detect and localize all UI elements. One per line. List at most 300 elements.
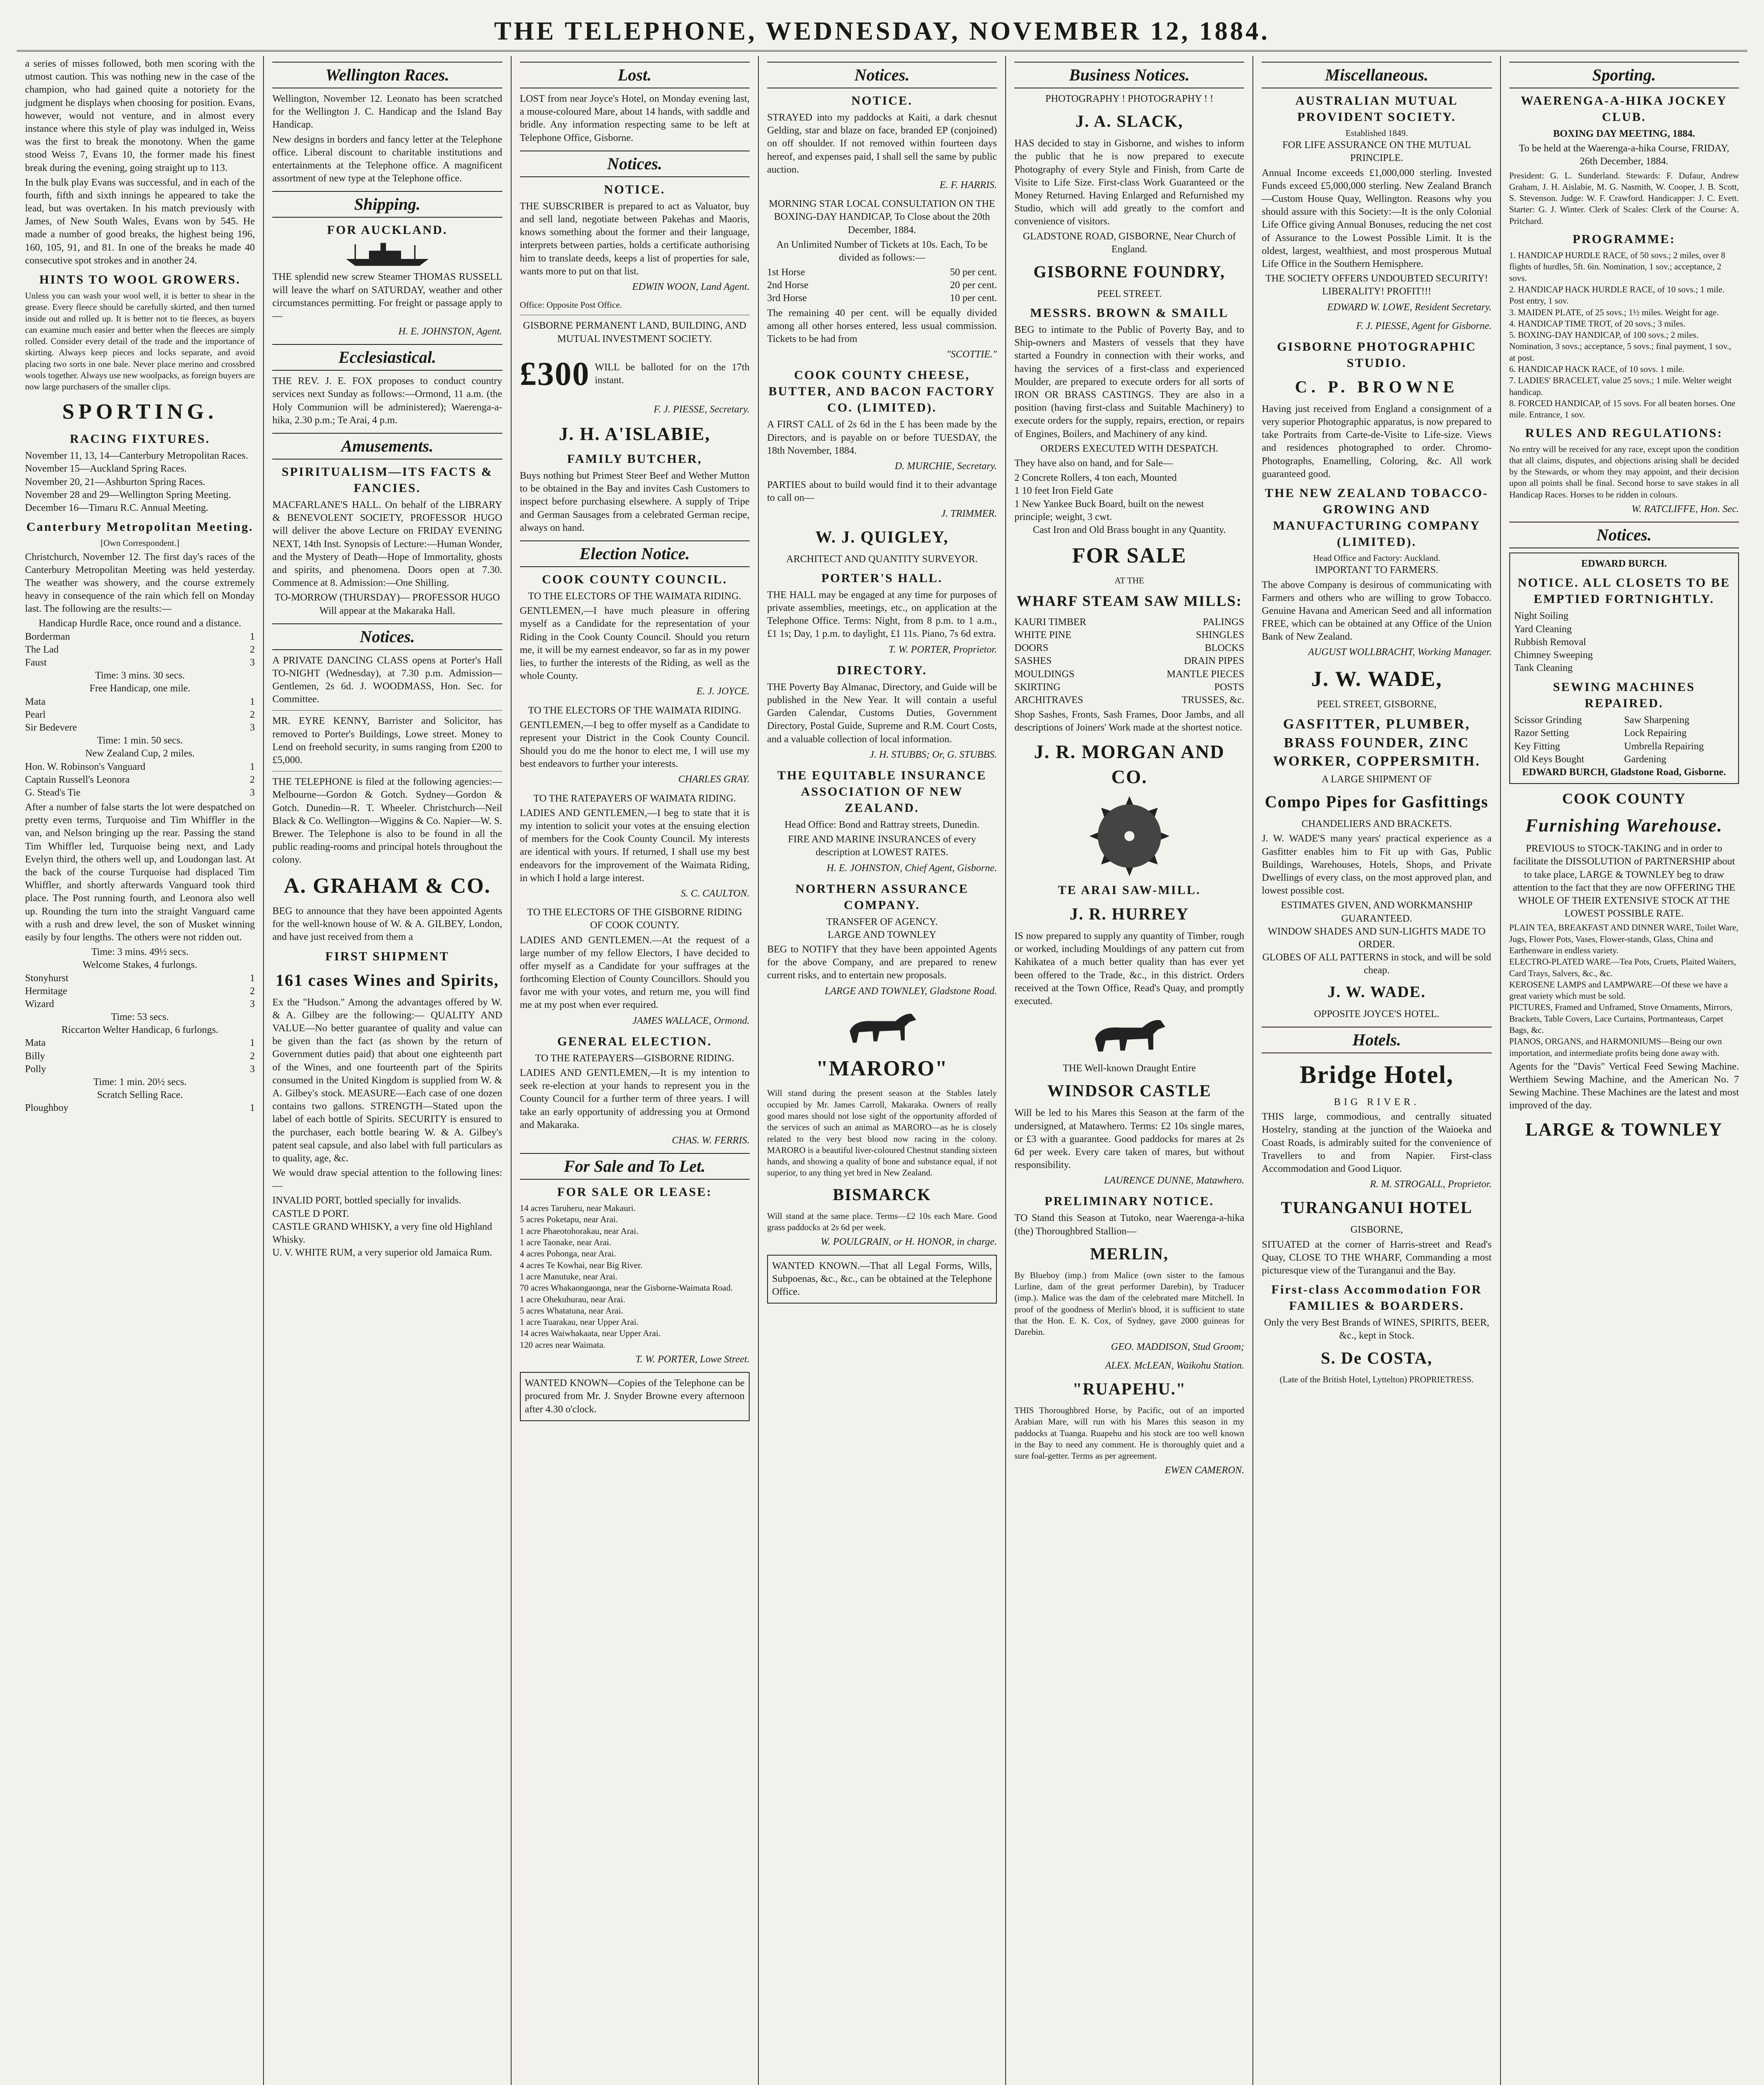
prize-row-label: 3rd Horse [767, 293, 807, 304]
graham-cases: 161 cases Wines and Spirits, [276, 970, 499, 990]
porter-hall-heading: PORTER'S HALL. [821, 571, 943, 585]
rules-signature: W. RATCLIFFE, Hon. Sec. [1631, 503, 1739, 515]
sale-list [520, 1203, 750, 1351]
sale-item: 4 acres Pohonga, near Arai. [519, 1248, 616, 1259]
wade-text: J. W. WADE'S many years' practical experience as a Gasfitter enables him to Fit up with Gas, Public Buildings, Warehouses, Hotels, Shops, and Private Dwellings of every class, on the most approved plan, and lowest possible cost. [1262, 833, 1492, 897]
fixtures-list [25, 450, 255, 515]
prize-row-value: 10 per cent. [950, 293, 997, 304]
race-result-value: 2 [250, 644, 255, 655]
cheese-text: A FIRST CALL of 2s 6d in the £ has been made by the Directors, and is payable on or before TUESDAY, the 18th November, 1884. [767, 419, 997, 456]
race-result-label: Polly [25, 1063, 46, 1075]
burch-service: Old Keys Bought [1514, 754, 1584, 765]
election-heading: Election Notice. [520, 540, 750, 567]
lt-signature: LARGE AND TOWNLEY, Gladstone Road. [825, 985, 997, 997]
race-result [25, 1102, 255, 1115]
race-result-label: Pearl [25, 709, 46, 720]
race-1-results [25, 631, 255, 670]
race-result-label: G. Stead's Tie [25, 787, 81, 798]
race-4-time: Time: 53 secs. [111, 1012, 169, 1023]
quigley-heading: W. J. QUIGLEY, [815, 527, 949, 546]
wade-window: WINDOW SHADES AND SUN-LIGHTS MADE TO ORDER. [1268, 926, 1486, 950]
wharf-item [1014, 668, 1244, 681]
burch-signature: EDWARD BURCH, Gladstone Road, Gisborne. [1522, 767, 1726, 778]
programme-item: 5. BOXING-DAY HANDICAP, of 100 sovs.; 2 miles. Nomination, 3 sovs.; acceptance, 5 sovs.; final payment, 1 sov., at post. [1509, 330, 1731, 363]
sale-item: 5 acres Poketapu, near Arai. [519, 1214, 618, 1225]
wharf-item-value: DRAIN PIPES [1184, 656, 1245, 667]
furnishing-text: PREVIOUS to STOCK-TAKING and in order to facilitate the DISSOLUTION of PARTNERSHIP about to take place, LARGE & TOWNLEY beg to draw attention to the fact that they are now OFFERING THE WHOLE OF THEIR EXTENSIVE STOCK AT THE LOWEST POSSIBLE RATE. [1513, 843, 1736, 919]
race-result-value: 1 [250, 761, 255, 772]
programme-item: 7. LADIES' BRACELET, value 25 sovs.; 1 mile. Welter weight handicap. [1509, 375, 1732, 397]
furnishing-county: COOK COUNTY [1562, 790, 1686, 807]
burch-sewing: SEWING MACHINES REPAIRED. [1553, 680, 1695, 711]
fixture-item: November 20, 21—Ashburton Spring Races. [25, 476, 205, 487]
race-4-title: Welcome Stakes, 4 furlongs. [83, 960, 197, 971]
lost-heading: Lost. [520, 62, 750, 88]
race-result-label: Hon. W. Robinson's Vanguard [25, 761, 146, 772]
race-result-label: Wizard [25, 998, 54, 1010]
sale-item: 1 acre Taonake, near Arai. [519, 1237, 612, 1248]
fixture-item: December 16—Timaru R.C. Annual Meeting. [25, 502, 208, 514]
programme-list [1509, 250, 1739, 420]
race-result-value: 3 [250, 722, 255, 733]
graham-heading: A. GRAHAM & CO. [284, 874, 491, 898]
billiards-report: a series of misses followed, both men scoring with the utmost caution. This was nothing new in the case of the champion, who had gained quite a notoriety for the judgment he displays when choosing for position. Evans, however, would not venture, and in almost every instance where this style of play was indulged in, Weiss was the first to break the monotony. When the game stood Weiss 7, Evans 10, the former made his finest break during the evening, going straight up to 113. [25, 58, 255, 173]
transfer-heading: TRANSFER OF AGENCY. [826, 916, 938, 927]
sale-heading: For Sale and To Let. [520, 1153, 750, 1180]
race-3-results [25, 761, 255, 800]
race-result [25, 631, 255, 643]
race-result-label: Mata [25, 1037, 46, 1049]
column-5 [1006, 56, 1253, 2085]
fire-signature: H. E. JOHNSTON, Chief Agent, Gisborne. [826, 862, 997, 874]
burch-item: Tank Cleaning [1514, 663, 1573, 674]
aislabie-text: Buys nothing but Primest Steer Beef and Wether Mutton to be obtained in the Bay and invites Cash Customers to inspect before purchasing elsewhere. A supply of Tripe and German Sausages from a celebrated German recipe, always on hand. [519, 470, 750, 533]
wharf-item-label: SKIRTING [1014, 681, 1061, 693]
notices-heading-4: Notices. [767, 62, 997, 88]
wharf-item-label: SASHES [1014, 656, 1052, 667]
programme-heading: PROGRAMME: [1573, 232, 1676, 246]
race-result [25, 786, 255, 799]
race-result [25, 656, 255, 669]
amp-text: Annual Income exceeds £1,000,000 sterling. Invested Funds exceed £5,000,000 sterling. New Zealand Branch—Custom House Quay, Wellington. Reasons why you should assure with this Society:—It is the only Colonial Life Office giving Annual Bonuses, reducing the net cost of Assurance to the Lowest Possible Limit. It is the oldest, largest, wealthiest, and most prosperous Mutual Life Office in the Southern Hemisphere. [1262, 167, 1492, 269]
wharf-item [1014, 655, 1244, 668]
maroro-text: Will stand during the present season at the Stables lately occupied by Mr. James Carroll, Makaraka. Owners of really good mares should not lose sight of the opportunity afforded of the services of such an animal as MARORO—as he is closely related to the very best blood now racing in the colony. MARORO is a beautiful liver-coloured Chestnut standing sixteen hands, and showing a quality of bone and substance equal, if not superior, to any thing yet bred in New Zealand. [767, 1088, 997, 1178]
tobacco-heading: THE NEW ZEALAND TOBACCO-GROWING AND MANUFACTURING COMPANY (LIMITED). [1265, 486, 1489, 549]
wade-trade: GASFITTER, PLUMBER, BRASS FOUNDER, ZINC WORKER, COPPERSMITH. [1273, 716, 1480, 769]
agencies-notice: THE TELEPHONE is filed at the following agencies:— Melbourne—Gordon & Gotch. Sydney—Gordon & Gotch. Dunedin—R. T. Wheeler. Christchurch—Neil Black & Co. Wellington—Wiggins & Co. Napier—W. S. Brewer. The Telephone is also to be found in all the public reading-rooms and principal hotels throughout the colony. [272, 776, 502, 866]
turanganui-heading: TURANGANUI HOTEL [1281, 1198, 1473, 1217]
ruapehu-text: THIS Thoroughbred Horse, by Pacific, out of an imported Arabian Mare, will run with his Mares this season in my paddocks at Tuanga. Ruapehu and his stock are too well known in the Bay to need any comment. He is thoroughly quiet and a sure foal-getter. Terms as per agreement. [1014, 1405, 1245, 1461]
decosta-sub: (Late of the British Hotel, Lyttelton) PROPRIETRESS. [1280, 1374, 1474, 1385]
lt-text: BEG to NOTIFY that they have been appointed Agents for the above Company, and are prepared to renew current risks, and to entertain new proposals. [767, 944, 997, 981]
steamship-icon [341, 241, 433, 268]
correspondent: [Own Correspondent.] [100, 538, 180, 548]
general-election: GENERAL ELECTION. [557, 1034, 712, 1048]
furnishing-text-2: Agents for the "Davis" Vertical Feed Sewing Machine. Werthiem Sewing Machine, and the American No. 7 Sewing Machine. These Machines are the latest and most improved of the day. [1509, 1061, 1739, 1111]
ruapehu-heading: "RUAPEHU." [1072, 1379, 1186, 1398]
race-result [25, 1050, 255, 1063]
prize-row-label: 1st Horse [767, 267, 805, 278]
column-3 [512, 56, 759, 2085]
prize-row-value: 50 per cent. [950, 267, 997, 278]
election-council: COOK COUNTY COUNCIL. [542, 573, 728, 587]
race-result [25, 643, 255, 656]
fixture-item: November 15—Auckland Spring Races. [25, 463, 187, 475]
for-sale-at: AT THE [1114, 575, 1144, 585]
hurrey-text: IS now prepared to supply any quantity of Timber, rough or worked, including Mouldings of any pattern cut from Kahikatea of a much better quality than has ever yet been offered to the Trade, &c., in this district. Orders received at the Town Office, Read's Quay, and promptly executed. [1014, 931, 1245, 1007]
burch-item: Night Soiling [1514, 610, 1568, 622]
election3-to: TO THE RATEPAYERS OF WAIMATA RIDING. [533, 793, 736, 804]
race-result [25, 1037, 255, 1050]
notice-label-4: NOTICE. [851, 94, 913, 108]
shipping-agent: H. E. JOHNSTON, Agent. [398, 326, 502, 337]
election3-text: LADIES AND GENTLEMEN,—I beg to state that it is my intention to solicit your votes at the ensuing election of members for the Cook County Council. My interests are identical with yours. If returned, I shall use my best endeavors for the improvement of the Waimata Riding, in which I hold a large interest. [519, 807, 750, 884]
scottie-signature: "SCOTTIE." [946, 349, 997, 360]
election4-to: TO THE ELECTORS OF THE GISBORNE RIDING OF COOK COUNTY. [527, 907, 742, 931]
prize-row-value: 20 per cent. [950, 280, 997, 291]
northern-heading: NORTHERN ASSURANCE COMPANY. [795, 882, 969, 912]
race-5-title: Riccarton Welter Handicap, 6 furlongs. [61, 1025, 218, 1036]
graham-item: CASTLE D PORT. [272, 1208, 349, 1219]
masthead-title: THE TELEPHONE, WEDNESDAY, NOVEMBER 12, 1884. [494, 17, 1270, 45]
sporting-heading-7: Sporting. [1509, 62, 1739, 88]
sale-item: 4 acres Te Kowhai, near Big River. [519, 1260, 642, 1270]
forsale-item: 2 Concrete Rollers, 4 ton each, Mounted [1014, 472, 1177, 484]
burch-item: Rubbish Removal [1514, 636, 1586, 648]
slack-heading: J. A. SLACK, [1075, 112, 1184, 131]
gpm-signature: F. J. PIESSE, Secretary. [653, 404, 750, 415]
windsor-castle-heading: WINDSOR CASTLE [1047, 1081, 1212, 1100]
race-result [25, 761, 255, 774]
election2-signature: CHARLES GRAY. [678, 774, 750, 785]
amp-secure: THE SOCIETY OFFERS UNDOUBTED SECURITY! LIBERALITY! PROFIT!!! [1265, 273, 1488, 297]
billiards-report-2: In the bulk play Evans was successful, and in each of the fourth, fifth and sixth innings he appeared to take the lead, but was overtaken. In his match previously with James, of New South Wales, Evans won by 545. He made a number of good breaks, the highest being 196, 160, 105, 91, and 81. In one of the breaks he made 40 consecutive spot strokes and in another 24. [25, 177, 255, 266]
wade-pipes: Compo Pipes for Gasfittings [1265, 792, 1489, 811]
merlin-heading: MERLIN, [1090, 1244, 1169, 1263]
shipping-text: THE splendid new screw Steamer THOMAS RUSSELL will leave the wharf on SATURDAY, weather and other circumstances permitting. For freight or passage apply to— [272, 271, 502, 322]
shipping-sub: FOR AUCKLAND. [327, 223, 448, 237]
equitable-heading: THE EQUITABLE INSURANCE ASSOCIATION OF NEW ZEALAND. [777, 768, 987, 815]
turanganui-first: First-class Accommodation FOR FAMILIES & BOARDERS. [1271, 1283, 1482, 1313]
gpm-society: GISBORNE PERMANENT LAND, BUILDING, AND MUTUAL INVESTMENT SOCIETY. [523, 320, 746, 344]
programme-item: 6. HANDICAP HACK RACE, of 10 sovs. 1 mile. [1509, 364, 1685, 374]
gpm-text: WILL be balloted for on the 17th instant. [595, 362, 750, 386]
amusements-text: MACFARLANE'S HALL. On behalf of the LIBRARY & BENEVOLENT SOCIETY, PROFESSOR HUGO will deliver the above Lecture on FRIDAY EVENING NEXT, 14th Inst. Synopsis of Lecture:—Human Wonder, and the Mystery of Death—Hope of Immortality, ghosts and spirits, and phenomena. Doors open at 7.30. Commence at 8. Admission:—One Shilling. [272, 500, 502, 589]
strayed-notice: STRAYED into my paddocks at Kaiti, a dark chesnut Gelding, star and blaze on face, branded EP (conjoined) on off shoulder. If not removed within fourteen days hereof, and expenses paid, I shall sell the same by public auction. [767, 112, 997, 175]
amusements-sub: SPIRITUALISM—ITS FACTS & FANCIES. [281, 465, 493, 495]
foundry-heading: GISBORNE FOUNDRY, [1033, 262, 1225, 281]
turanganui-wines: Only the very Best Brands of WINES, SPIRITS, BEER, &c., kept in Stock. [1264, 1317, 1490, 1341]
lt-heading: LARGE AND TOWNLEY [828, 929, 936, 940]
sale-signature: T. W. PORTER, Lowe Street. [635, 1354, 750, 1365]
bridge-hotel-heading: Bridge Hotel, [1300, 1061, 1454, 1089]
morning-star: MORNING STAR LOCAL CONSULTATION ON THE BOXING-DAY HANDICAP, To Close about the 20th December, 1884. [769, 198, 995, 236]
amp-heading: AUSTRALIAN MUTUAL PROVIDENT SOCIETY. [1295, 94, 1458, 124]
equitable-text: Head Office: Bond and Rattray streets, Dunedin. [784, 819, 980, 830]
wade-globes: GLOBES OF ALL PATTERNS in stock, and will be sold cheap. [1262, 952, 1491, 976]
wharf-item-label: DOORS [1014, 643, 1049, 654]
rules-heading: RULES AND REGULATIONS: [1525, 426, 1723, 440]
race-3-title: New Zealand Cup, 2 miles. [85, 748, 195, 759]
burch-list [1514, 610, 1734, 675]
ruapehu-signature: EWEN CAMERON. [1164, 1465, 1245, 1476]
race-4-results [25, 972, 255, 1011]
graham-list [272, 1194, 502, 1259]
quigley-sub: ARCHITECT AND QUANTITY SURVEYOR. [786, 553, 978, 565]
photo-studio-heading: GISBORNE PHOTOGRAPHIC STUDIO. [1277, 339, 1477, 370]
race-result-value: 2 [250, 1050, 255, 1062]
burch-list-2 [1514, 714, 1734, 766]
race-result-value: 1 [250, 631, 255, 642]
wharf-item-label: KAURI TIMBER [1014, 616, 1087, 628]
race-result [25, 774, 255, 786]
race-result-label: Sir Bedevere [25, 722, 77, 733]
ecclesiastical-text: THE REV. J. E. FOX proposes to conduct country services next Sunday as follows:—Ormond, 11 a.m. (the Holy Communion will be administered); Waerenga-a-hika, 2.30 p.m.; Te Arai, 4 p.m. [272, 376, 502, 426]
jockey-officers: President: G. L. Sunderland. Stewards: F. Dufaur, Andrew Graham, J. H. Aislabie, M. G. Nasmith, W. Cooper, J. B. Scott, S. Stevenson. Judge: W. F. Crawford. Handicapper: J. C. Evett. Starter: G. J. Winter. Clerk of Scales: Clerk of the Course: A. Pritchard. [1509, 170, 1739, 226]
furnishing-item: PICTURES, Framed and Unframed, Stove Ornaments, Mirrors, Brackets, Table Covers, Lace Curtains, Portmanteaus, Carpet Bags, &c. [1509, 1002, 1733, 1035]
race-result-value: 2 [250, 709, 255, 720]
orders-despatch: ORDERS EXECUTED WITH DESPATCH. [1040, 443, 1219, 454]
directory-heading: DIRECTORY. [837, 663, 927, 677]
forsale-item: 1 10 feet Iron Field Gate [1014, 485, 1113, 497]
cheese-signature: D. MURCHIE, Secretary. [895, 460, 997, 472]
column-6 [1253, 56, 1501, 2085]
wellington-races-heading: Wellington Races. [272, 62, 502, 88]
election-signature: E. J. JOYCE. [696, 686, 750, 697]
race-result-value: 2 [250, 985, 255, 997]
race-result-label: Stonyhurst [25, 972, 69, 984]
photography-heading: PHOTOGRAPHY ! PHOTOGRAPHY ! ! [1045, 93, 1214, 104]
race-2-title: Free Handicap, one mile. [89, 683, 191, 694]
wharf-item-value: PALINGS [1203, 616, 1245, 628]
tobacco-text: The above Company is desirous of communicating with Farmers and others who are willing to grow Tobacco. Genuine Havana and American Seed and all information FREE, which can be obtained at any Office of the Union Bank of New Zealand. [1262, 579, 1492, 643]
column-7 [1501, 56, 1747, 2085]
wharf-item-label: MOULDINGS [1014, 668, 1075, 680]
wharf-item-value: TRUSSES, &c. [1182, 694, 1245, 706]
tobacco-signature: AUGUST WOLLBRACHT, Working Manager. [1308, 647, 1492, 658]
hints-heading: HINTS TO WOOL GROWERS. [39, 273, 241, 286]
business-notices-heading: Business Notices. [1014, 62, 1244, 88]
sale-item: 1 acre Ohekuhurau, near Arai. [519, 1294, 625, 1304]
race-result-value: 1 [250, 972, 255, 984]
tobacco-important: IMPORTANT TO FARMERS. [1315, 565, 1438, 576]
prize-list [767, 266, 997, 305]
jockey-text: To be held at the Waerenga-a-hika Course, FRIDAY, 26th December, 1884. [1519, 143, 1729, 167]
programme-item: 1. HANDICAP HURDLE RACE, of 50 sovs.; 2 miles, over 8 flights of hurdles, 5ft. 6in. Nomination, 1 sov.; acceptance, 2 sovs. [1509, 250, 1726, 283]
furnishing-item: PIANOS, ORGANS, and HARMONIUMS—Being our own importation, and intermediate profits being done away with. [1509, 1036, 1722, 1058]
burch-service: Scissor Grinding [1514, 715, 1582, 726]
furnishing-heading: Furnishing Warehouse. [1525, 815, 1723, 836]
columns [17, 56, 1747, 2085]
maroro-heading: "MARORO" [816, 1056, 948, 1080]
column-2 [264, 56, 511, 2085]
saw-blade-icon [1088, 794, 1171, 878]
turanganui-sub: GISBORNE, [1350, 1224, 1403, 1236]
merlin-signature: GEO. MADDISON, Stud Groom; [1111, 1341, 1245, 1352]
race-result [25, 972, 255, 985]
race-6-title: Scratch Selling Race. [97, 1090, 183, 1101]
sale-item: 1 acre Manutuke, near Arai. [519, 1271, 617, 1281]
morgan-heading: J. R. MORGAN AND CO. [1034, 741, 1225, 788]
wanted-legal-notice: WANTED KNOWN.—That all Legal Forms, Wills, Subpoenas, &c., &c., can be obtained at the Telephone Office. [767, 1255, 997, 1304]
furnishing-list [1509, 922, 1739, 1059]
race-result-label: Hermitage [25, 985, 68, 997]
forsale-intro: They have also on hand, and for Sale— [1014, 457, 1173, 469]
sale-item: 1 acre Tuarakau, near Upper Arai. [519, 1317, 639, 1327]
wharf-heading: WHARF STEAM SAW MILLS: [1016, 592, 1242, 609]
race-result-label: Mata [25, 696, 46, 707]
notices-heading-3: Notices. [520, 151, 750, 177]
graham-item: CASTLE GRAND WHISKY, a very fine old Highland Whisky. [272, 1221, 492, 1246]
merlin-text: By Blueboy (imp.) from Malice (own sister to the famous Lurline, dam of the great performer Darebin), by Traducer (imp.). Malice was the dam of the celebrated mare Mitchell. In proof of the goodness of Merlin's blood, it is sufficient to state that the Hon. E. K. Cox, of Sydney, gave 2000 guineas for Darebin. [1014, 1270, 1245, 1337]
race-2-time: Time: 1 min. 50 secs. [97, 735, 183, 746]
rules-text: No entry will be received for any race, except upon the condition that all claims, disputes, and objections arising shall be decided by the Stewards, or whom they may appoint, and their decision upon all points shall be final. Second horse to save stakes in all Handicap Races. Horses to be ridden in colours. [1509, 444, 1739, 500]
bridge-sub: BIG RIVER. [1334, 1097, 1420, 1108]
wade-sub: PEEL STREET, GISBORNE, [1317, 699, 1437, 710]
amp-established: Established 1849. [1345, 128, 1408, 138]
race-result-value: 3 [250, 1063, 255, 1075]
canterbury-report: Christchurch, November 12. The first day's races of the Canterbury Metropolitan Meeting was held yesterday. The weather was showery, and the course extremely heavy in consequence of the rain which fell on Monday last. The following are the results:— [25, 551, 255, 615]
race-result [25, 721, 255, 734]
woon-signature: EDWIN WOON, Land Agent. [632, 281, 750, 292]
sale-item: 14 acres Taruheru, near Makauri. [519, 1203, 636, 1213]
graham-item: INVALID PORT, bottled specially for invalids. [272, 1195, 462, 1206]
aislabie-heading: J. H. A'ISLABIE, [559, 423, 710, 444]
wade-shipment: A LARGE SHIPMENT OF [1321, 774, 1432, 785]
jockey-club-heading: WAERENGA-A-HIKA JOCKEY CLUB. [1521, 94, 1727, 124]
racing-fixtures-heading: RACING FIXTURES. [70, 432, 210, 446]
burch-service: Saw Sharpening [1624, 715, 1689, 726]
wharf-item-value: POSTS [1214, 681, 1245, 693]
castle-text: Will be led to his Mares this Season at the farm of the undersigned, at Matawhero. Terms: £2 10s single mares, or £3 with a guarantee. Good paddocks for mares at 2s 6d per week. Every care taken of mares, but without responsibility. [1014, 1108, 1245, 1171]
burch-service: Razor Setting [1514, 728, 1569, 739]
miscellaneous-heading: Miscellaneous. [1262, 62, 1491, 88]
programme-item: 3. MAIDEN PLATE, of 25 sovs.; 1½ miles. Weight for age. [1509, 307, 1719, 317]
fire-text: FIRE AND MARINE INSURANCES of every description at LOWEST RATES. [788, 834, 976, 858]
wanted-notice: WANTED KNOWN—Copies of the Telephone can be procured from Mr. J. Snyder Browne every afternoon after 4.30 o'clock. [520, 1372, 750, 1421]
shipping-heading: Shipping. [272, 191, 502, 218]
general-signature: CHAS. W. FERRIS. [672, 1135, 750, 1146]
burch-service: Lock Repairing [1624, 728, 1687, 739]
notices-heading-7: Notices. [1509, 522, 1739, 548]
aislabie-sub: FAMILY BUTCHER, [567, 452, 703, 466]
race-result-label: The Lad [25, 644, 59, 655]
browne-heading: C. P. BROWNE [1295, 377, 1458, 396]
race-result-label: Ploughboy [25, 1103, 69, 1114]
tearai-heading: TE ARAI SAW-MILL. [1058, 883, 1201, 897]
notice-label: NOTICE. [604, 182, 665, 196]
bismarck-signature: W. POULGRAIN, or H. HONOR, in charge. [821, 1236, 997, 1248]
wade-and: CHANDELIERS AND BRACKETS. [1301, 819, 1452, 830]
burch-service: Gardening [1624, 754, 1666, 765]
merlin-signature-2: ALEX. McLEAN, Waikohu Station. [1105, 1360, 1245, 1371]
wharf-text: Shop Sashes, Fronts, Sash Frames, Door Jambs, and all descriptions of Joiners' Work made at the shortest notice. [1014, 709, 1245, 734]
election-to: TO THE ELECTORS OF THE WAIMATA RIDING. [528, 591, 741, 602]
trimmer-signature: J. TRIMMER. [941, 508, 997, 519]
wellington-races-text: Wellington, November 12. Leonato has been scratched for the Wellington J. C. Handicap and the Island Bay Handicap. [272, 93, 502, 131]
bismarck-text: Will stand at the same place. Terms—£2 10s each Mare. Good grass paddocks at 2s 6d per week. [767, 1211, 997, 1233]
forsale-item: 1 New Yankee Buck Board, built on the newest principle; weight, 3 cwt. [1014, 498, 1204, 523]
lost-text: LOST from near Joyce's Hotel, on Monday evening last, a mouse-coloured Mare, about 14 hands, with saddle and bridle. Any information respecting same to be left at Telephone Office, Gisborne. [519, 93, 750, 143]
race-result-value: 3 [250, 657, 255, 668]
sale-item: 70 acres Whakaongaonga, near the Gisborne-Waimata Road. [519, 1283, 733, 1293]
wharf-item-value: BLOCKS [1204, 643, 1245, 654]
election2-text: GENTLEMEN,—I beg to offer myself as a Candidate to represent your District in the Cook County Council. Should you do me the honor to elect me, I will use my best endeavors to further your interests. [519, 719, 750, 770]
turanganui-text: SITUATED at the corner of Harris-street and Read's Quay, CLOSE TO THE WHARF, Commanding a most picturesque view of the Turanganui and the Bay. [1262, 1239, 1492, 1276]
race-result-value: 3 [250, 998, 255, 1010]
race-result-value: 1 [250, 696, 255, 707]
slack-text: HAS decided to stay in Gisborne, and wishes to inform the public that he is now prepared to execute Photography of every Style and Finish, from Carte de Visite to Life Size. First-class Work Guaranteed or the Money Returned. Having Enlarged and Refurnished my Studio, which will add greatly to the comfort and convenience of visitors. [1014, 138, 1245, 227]
race-result-label: Borderman [25, 631, 70, 642]
furnishing-item: ELECTRO-PLATED WARE—Tea Pots, Cruets, Plaited Waiters, Card Trays, Salvers, &c., &c. [1509, 957, 1736, 978]
sale-item: 5 acres Whatatuna, near Arai. [519, 1305, 623, 1316]
wharf-item [1014, 642, 1244, 655]
prize-row [767, 266, 997, 279]
election4-text: LADIES AND GENTLEMEN.—At the request of a large number of my fellow Electors, I have decided to offer myself as a Candidate for your suffrages at the forthcoming Election of County Councillors. Should you favor me with your votes, and return me, you will find me at my post when ever required. [519, 934, 750, 1011]
kenny-notice: MR. EYRE KENNY, Barrister and Solicitor, has removed to Porter's Buildings, Lowe street. Money to Lend on freehold security, in sums ranging from £200 to £5,000. [272, 716, 502, 766]
prize-text: The remaining 40 per cent. will be equally divided among all other horses entered, less usual commission. Tickets to be had from [767, 307, 997, 344]
ecclesiastical-heading: Ecclesiastical. [272, 344, 502, 371]
race-result [25, 985, 255, 998]
sale-item: 1 acre Phaeotohorakau, near Arai. [519, 1226, 639, 1236]
castle-signature: LAURENCE DUNNE, Matawhero. [1104, 1175, 1245, 1186]
foundry-text: BEG to intimate to the Public of Poverty Bay, and to Ship-owners and Masters of vessels that they have started a Foundry in connection with their works, and having the services of a first-class and experienced Moulder, are prepared to execute orders for all sorts of IRON OR BRASS CASTINGS. They are also in a position (having first-class and Suitable Machinery) to execute orders for the supply, repairs, erection, or repairs of Engines, Boilers, and Machinery of any kind. [1014, 324, 1245, 440]
amp-signature: EDWARD W. LOWE, Resident Secretary. [1327, 301, 1492, 313]
woon-office: Office: Opposite Post Office. [519, 300, 622, 310]
horse-illustration [836, 1004, 928, 1050]
wharf-list [1014, 616, 1244, 707]
strayed-signature: E. F. HARRIS. [939, 179, 997, 191]
sporting-heading: SPORTING. [62, 399, 218, 424]
wharf-item-label: ARCHITRAVES [1014, 694, 1084, 706]
wharf-item-value: SHINGLES [1196, 629, 1245, 641]
race-3-report: After a number of false starts the lot were despatched on pretty even terms, Turquoise and Tim Whiffler in the van, and Nelson bringing up the rear. Passing the stand Tim Whiffler led, Turquoise being next, and Lady Evelyn third, the others well up, and Loudongan last. At the back of the course Turquoise had displaced Tim Whiffler, and shortly afterwards Vanguard took third place. The Post running fourth, and Leonora also well up. Rounding the turn into the straight Vanguard came with a rush and drew level, the son of Musket winning easily by four lengths. The others were not ridden out. [25, 802, 255, 943]
hints-text: Unless you can wash your wool well, it is better to shear in the grease. Every fleece should be carefully skirted, and then turned inside out and rolled up. It is better not to tie fleeces, as buyers can examine much easier and better when the fleeces are simply rolled. Consider every detail of the trade and the importance of skirting. Always keep pieces and locks separate, and avoid placing two sorts in one bale. Never place merino and crossbred wools together. Always use new woolpacks, as foreign buyers are now large purchasers of the smaller clips. [25, 291, 255, 392]
preliminary-notice: PRELIMINARY NOTICE. [1044, 1194, 1214, 1208]
prize-row [767, 292, 997, 305]
race-result-label: Faust [25, 657, 47, 668]
programme-item: 4. HANDICAP TIME TROT, of 20 sovs.; 3 miles. [1509, 318, 1686, 329]
race-1-time: Time: 3 mins. 30 secs. [95, 670, 185, 681]
graham-text-2: Ex the "Hudson." Among the advantages offered by W. & A. Gilbey are the following:— QUALITY AND VALUE—No better guarantee of quality and value can be given than the fact (as shown by the return of Government duties paid) that about one eighteenth part of the Wines, and one fourteenth part of the Spirits consumed in the United Kingdom is supplied from W. & A. Gilbey's stock. MEASURE—Each case of one dozen contains two gallons. STRENGTH—Stated upon the label of each bottle of Spirits. SECURITY is ensured to the purchaser, each bottle bearing W. & A. Gilbey's patent seal capsule, and also label with full particulars as to quality, age, &c. [272, 997, 502, 1164]
for-sale-heading: FOR SALE [1072, 544, 1187, 568]
burch-item: Chimney Sweeping [1514, 649, 1593, 661]
race-result [25, 998, 255, 1011]
general-text: LADIES AND GENTLEMEN,—It is my intention to seek re-election at your hands to represent you in the County Council for a further term of three years. I will take an early opportunity of addressing you at Ormond and Makaraka. [519, 1068, 750, 1130]
sale-sub: FOR SALE OR LEASE: [557, 1185, 712, 1199]
election2-to: TO THE ELECTORS OF THE WAIMATA RIDING. [528, 705, 741, 716]
tomorrow-notice: TO-MORROW (THURSDAY)— PROFESSOR HUGO Will appear at the Makaraka Hall. [274, 592, 500, 616]
election3-signature: S. C. CAULTON. [680, 888, 750, 899]
prize-row [767, 279, 997, 292]
wharf-item [1014, 616, 1244, 629]
wharf-item-value: MANTLE PIECES [1167, 668, 1245, 680]
dancing-notice: A PRIVATE DANCING CLASS opens at Porter's Hall TO-NIGHT (Wednesday), at 7.30 p.m. Admission—Gentlemen, 2s 6d. J. WOODMASS, Hon. Sec. for Committee. [272, 655, 502, 705]
wharf-item [1014, 681, 1244, 694]
race-result [25, 696, 255, 708]
bridge-signature: R. M. STROGALL, Proprietor. [1370, 1179, 1492, 1190]
draught-horse-illustration [1084, 1012, 1175, 1058]
porter-signature: T. W. PORTER, Proprietor. [888, 644, 997, 655]
race-result-label: Captain Russell's Leonora [25, 774, 130, 785]
fixture-item: November 28 and 29—Wellington Spring Meeting. [25, 489, 231, 500]
cheese-heading: COOK COUNTY CHEESE, BUTTER, AND BACON FACTORY CO. (LIMITED). [768, 368, 996, 415]
race-6-results [25, 1102, 255, 1115]
race-1-title: Handicap Hurdle Race, once round and a distance. [38, 618, 241, 629]
general-to: TO THE RATEPAYERS—GISBORNE RIDING. [535, 1053, 734, 1064]
prize-row-label: 2nd Horse [767, 280, 809, 291]
graham-item: U. V. WHITE RUM, a very superior old Jamaica Rum. [272, 1247, 492, 1259]
